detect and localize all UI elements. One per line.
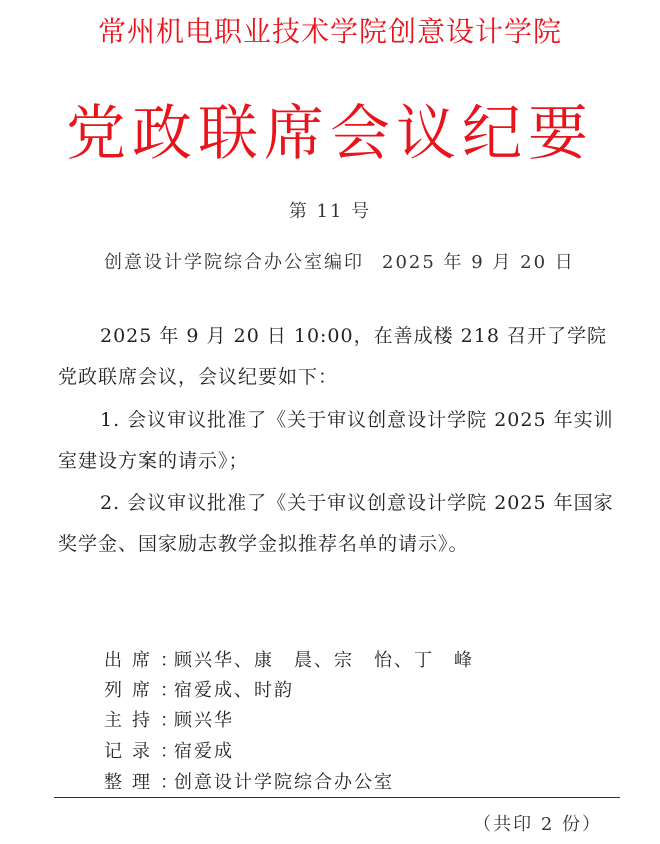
document-number: 第 11 号 <box>288 201 372 222</box>
attendance-value: 顾兴华、康 晨、宗 怡、丁 峰 <box>174 650 474 671</box>
attendance-label: 主持： <box>104 710 188 731</box>
attendance-row-observers <box>104 676 294 706</box>
issuer-name: 创意设计学院综合办公室编印 <box>104 252 364 273</box>
attendance-label: 出席： <box>104 650 188 671</box>
attendance-row-chair <box>104 706 234 736</box>
attendance-label: 整理： <box>104 772 188 793</box>
issuer-line <box>104 248 575 274</box>
attendance-row-compiler <box>104 768 394 798</box>
intro-paragraph: 2025 年 9 月 20 日 10:00，在善成楼 218 召开了学院党政联席会议，会议纪要如下： <box>58 325 607 388</box>
attendance-label: 列席： <box>104 680 188 701</box>
issue-date: 2025 年 9 月 20 日 <box>382 252 575 273</box>
attendance-value: 宿爱成 <box>174 741 234 762</box>
attendance-value: 宿爱成、时韵 <box>174 680 294 701</box>
attendance-value: 创意设计学院综合办公室 <box>174 772 394 793</box>
agenda-item-1: 1. 会议审议批准了《关于审议创意设计学院 2025 年实训室建设方案的请示》； <box>58 409 614 472</box>
attendance-row-present <box>104 646 474 676</box>
attendance-row-recorder <box>104 737 234 767</box>
document-title: 党政联席会议纪要 <box>66 99 594 169</box>
organization-name: 常州机电职业技术学院创意设计学院 <box>97 15 562 48</box>
attendance-label: 记录： <box>104 741 188 762</box>
footer-divider <box>54 797 620 798</box>
attendance-value: 顾兴华 <box>174 710 234 731</box>
agenda-item-2: 2. 会议审议批准了《关于审议创意设计学院 2025 年国家奖学金、国家励志教学金拟推荐名单的请示》。 <box>58 492 614 555</box>
copies-count: （共印 2 份） <box>473 814 602 835</box>
